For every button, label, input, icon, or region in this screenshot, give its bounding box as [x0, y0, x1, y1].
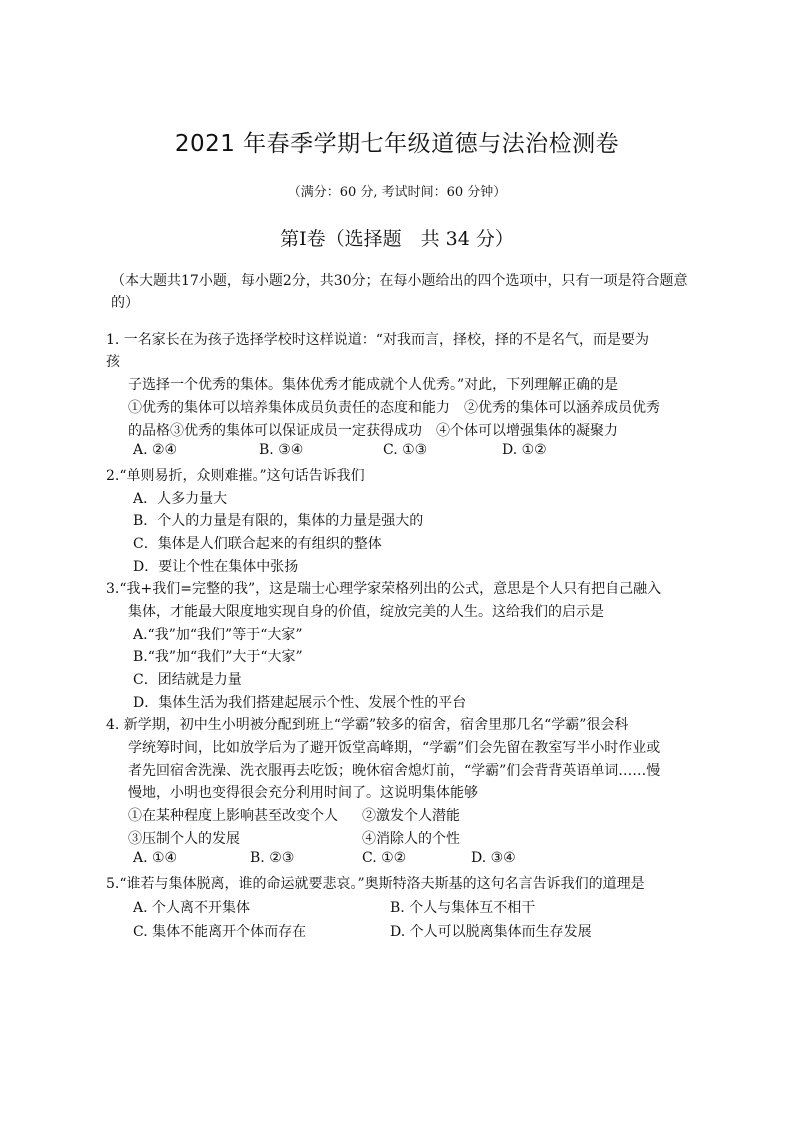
question-1-stem: 1. 一名家长在为孩子选择学校时这样说道：“对我而言，择校，择的不是名气，而是要为 [106, 332, 649, 348]
question-5-option-c[interactable]: C. 集体不能离开个体而存在 [133, 924, 307, 940]
question-4-option-c[interactable]: C. ①② [362, 850, 407, 866]
question-2-option-a[interactable]: A．人多力量大 [133, 491, 228, 507]
question-1-option-a[interactable]: A. ②④ [133, 442, 178, 458]
section-heading: 第Ⅰ卷（选择题 共 34 分） [280, 228, 514, 250]
question-4-stem: 者先回宿舍洗澡、洗衣服再去吃饭；晚休宿舍熄灯前，“学霸”们会背背英语单词……慢 [128, 763, 661, 779]
question-4-stem: 慢地，小明也变得很会充分利用时间了。这说明集体能够 [128, 785, 478, 801]
question-3-stem: 集体，才能最大限度地实现自身的价值，绽放完美的人生。这给我们的启示是 [128, 604, 604, 620]
question-5-stem: 5.“谁若与集体脱离，谁的命运就要悲哀。”奥斯特洛夫斯基的这句名言告诉我们的道理是 [106, 876, 645, 892]
exam-score-time: （满分：60 分, 考试时间：60 分钟） [287, 185, 507, 200]
question-1-statements: ①优秀的集体可以培养集体成员负责任的态度和能力 ②优秀的集体可以涵养成员优秀 [128, 400, 660, 416]
question-3-option-a[interactable]: A.“我”加“我们”等于“大家” [133, 627, 303, 643]
exam-title: 2021 年春季学期七年级道德与法治检测卷 [174, 131, 620, 157]
question-4-statement-3: ③压制个人的发展 [128, 831, 240, 847]
question-3-option-c[interactable]: C．团结就是力量 [133, 672, 242, 688]
question-5-option-d[interactable]: D. 个人可以脱离集体而生存发展 [390, 924, 592, 940]
question-5-option-b[interactable]: B. 个人与集体互不相干 [390, 900, 536, 916]
question-4-option-d[interactable]: D. ③④ [471, 850, 516, 866]
question-4-option-b[interactable]: B. ②③ [250, 850, 295, 866]
question-1-option-c[interactable]: C. ①③ [383, 442, 428, 458]
question-4-statement-2: ②激发个人潜能 [362, 808, 460, 824]
section-instructions: （本大题共17小题，每小题2分，共30分；在每小题给出的四个选项中，只有一项是符合题意的） [111, 273, 688, 311]
question-4-statement-1: ①在某种程度上影响甚至改变个人 [128, 808, 338, 824]
question-4-option-a[interactable]: A. ①④ [133, 850, 178, 866]
question-2-option-b[interactable]: B．个人的力量是有限的，集体的力量是强大的 [133, 513, 424, 529]
question-2-option-c[interactable]: C．集体是人们联合起来的有组织的整体 [133, 536, 382, 552]
question-5-option-a[interactable]: A. 个人离不开集体 [133, 900, 251, 916]
question-4-stem: 学统筹时间，比如放学后为了避开饭堂高峰期，“学霸”们会先留在教室写半小时作业或 [128, 740, 661, 756]
question-4-statement-4: ④消除人的个性 [362, 831, 460, 847]
question-1-stem: 孩 [106, 354, 120, 370]
question-1-option-d[interactable]: D. ①② [502, 442, 547, 458]
question-1-statements: 的品格③优秀的集体可以保证成员一定获得成功 ④个体可以增强集体的凝聚力 [128, 423, 618, 439]
question-3-option-b[interactable]: B.“我”加“我们”大于“大家” [133, 649, 303, 665]
question-3-option-d[interactable]: D．集体生活为我们搭建起展示个性、发展个性的平台 [133, 695, 467, 711]
question-2-stem: 2.“单则易折，众则难摧。”这句话告诉我们 [106, 468, 365, 484]
question-1-stem: 子选择一个优秀的集体。集体优秀才能成就个人优秀。”对此，下列理解正确的是 [128, 377, 619, 393]
question-1-option-b[interactable]: B. ③④ [259, 442, 304, 458]
question-3-stem: 3.“我+我们=完整的我”，这是瑞士心理学家荣格列出的公式，意思是个人只有把自己融入 [106, 581, 662, 597]
question-2-option-d[interactable]: D．要让个性在集体中张扬 [133, 559, 299, 575]
question-4-stem: 4. 新学期，初中生小明被分配到班上“学霸”较多的宿舍，宿舍里那几名“学霸”很会科 [106, 717, 629, 733]
